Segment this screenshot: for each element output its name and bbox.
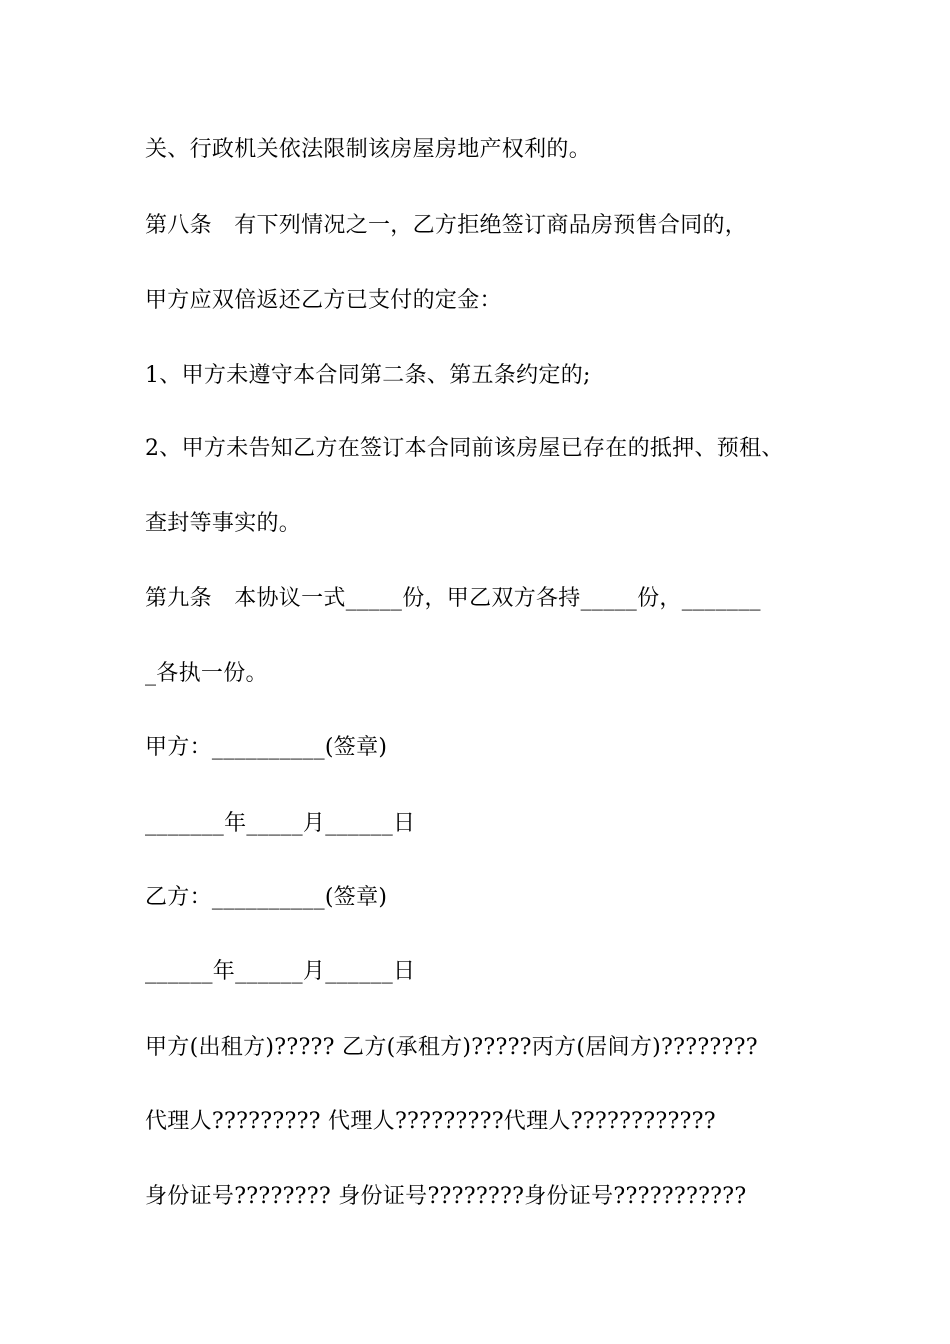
text-line-15: 身份证号???????? 身份证号????????身份证号??????????? [145,1184,747,1209]
text-line-6: 查封等事实的。 [145,511,302,536]
text-line-13: 甲方(出租方)????? 乙方(承租方)?????丙方(居间方)???????? [145,1035,758,1060]
text-line-2: 第八条 有下列情况之一，乙方拒绝签订商品房预售合同的， [145,213,748,238]
text-line-4: 1、甲方未遵守本合同第二条、第五条约定的; [145,363,591,388]
text-line-8: _各执一份。 [145,661,268,686]
text-line-9: 甲方：__________(签章) [145,735,388,760]
text-line-5: 2、甲方未告知乙方在签订本合同前该房屋已存在的抵押、预租、 [145,436,784,461]
text-line-14: 代理人????????? 代理人?????????代理人???????????? [145,1109,716,1134]
text-line-1: 关、行政机关依法限制该房屋房地产权利的。 [145,137,592,162]
text-line-10: _______年_____月______日 [145,811,416,836]
text-line-12: ______年______月______日 [145,959,416,984]
text-line-7: 第九条 本协议一式_____份，甲乙双方各持_____份，_______ [145,586,761,611]
text-line-3: 甲方应双倍返还乙方已支付的定金： [145,288,502,313]
text-line-11: 乙方：__________(签章) [145,885,388,910]
